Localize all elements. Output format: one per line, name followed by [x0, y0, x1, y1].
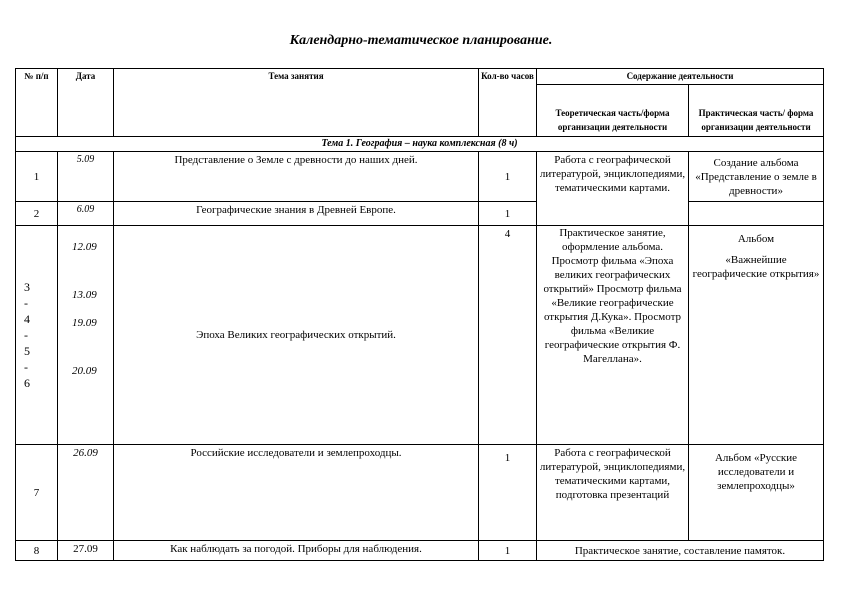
row-5-date: 19.09 — [72, 317, 97, 329]
row-3-6-dates — [58, 226, 114, 445]
header-hours: Кол-во часов — [479, 69, 537, 137]
row-7-num: 7 — [16, 445, 58, 541]
row-2-num: 2 — [16, 202, 58, 226]
row-5-dash: - — [24, 360, 28, 374]
row-3-6-theory: Практическое занятие, оформление альбома. Просмотр фильма «Эпоха великих географических открытий» Просмотр фильма «Великие географические открытия Д.Кука». Просмотр фильма «Великие географические открытия Ф. Магеллана». — [537, 226, 689, 445]
row-1-topic: Представление о Земле с древности до наших дней. — [114, 152, 479, 202]
row-8-hours: 1 — [479, 541, 537, 561]
row-3-6-practice — [689, 226, 824, 445]
row-7-topic: Российские исследователи и землепроходцы. — [114, 445, 479, 541]
header-practice: Практическая часть/ форма организации деятельности — [689, 85, 824, 137]
row-8-date: 27.09 — [58, 541, 114, 561]
header-topic: Тема занятия — [114, 69, 479, 137]
row-1-date: 5.09 — [58, 152, 114, 202]
header-content: Содержание деятельности — [537, 69, 824, 85]
row-4-dash: - — [24, 328, 28, 342]
row-5-num: 5 — [24, 344, 30, 358]
row-3-6-nums — [16, 226, 58, 445]
row-1-hours: 1 — [479, 152, 537, 202]
row-8-content: Практическое занятие, составление памяток. — [537, 541, 824, 561]
row-8-topic: Как наблюдать за погодой. Приборы для наблюдения. — [114, 541, 479, 561]
planning-table — [15, 68, 824, 561]
row-4-num: 4 — [24, 312, 30, 326]
row-2-date: 6.09 — [58, 202, 114, 226]
row-2-topic: Географические знания в Древней Европе. — [114, 202, 479, 226]
row-3-date: 12.09 — [72, 241, 97, 253]
row-3-6-practice-body: «Важнейшие географические открытия» — [692, 254, 820, 280]
row-1-num: 1 — [16, 152, 58, 202]
row-7-date: 26.09 — [58, 445, 114, 541]
row-6-num: 6 — [24, 376, 30, 390]
row-3-num: 3 — [24, 280, 30, 294]
page-title: Календарно-тематическое планирование. — [289, 33, 553, 48]
row-3-6-hours: 4 — [479, 226, 537, 445]
header-date: Дата — [58, 69, 114, 137]
row-1-practice: Создание альбома «Представление о земле в древности» — [689, 152, 824, 202]
row-1-2-theory: Работа с географической литературой, энциклопедиями, тематическими картами. — [537, 152, 689, 226]
row-2-hours: 1 — [479, 202, 537, 226]
header-theory: Теоретическая часть/форма организации деятельности — [537, 85, 689, 137]
row-8-num: 8 — [16, 541, 58, 561]
row-6-date: 20.09 — [72, 365, 97, 377]
section-title: Тема 1. География – наука комплексная (8 ч) — [16, 137, 824, 152]
row-4-date: 13.09 — [72, 289, 97, 301]
row-7-theory: Работа с географической литературой, энциклопедиями, тематическими картами, подготовка презентаций — [537, 445, 689, 541]
row-7-hours: 1 — [479, 445, 537, 541]
row-3-dash: - — [24, 296, 28, 310]
row-7-practice: Альбом «Русские исследователи и землепроходцы» — [689, 445, 824, 541]
row-3-6-practice-title: Альбом — [737, 233, 775, 245]
row-2-practice-empty — [689, 202, 824, 226]
row-3-6-topic: Эпоха Великих географических открытий. — [114, 226, 479, 445]
header-num: № п/п — [16, 69, 58, 137]
